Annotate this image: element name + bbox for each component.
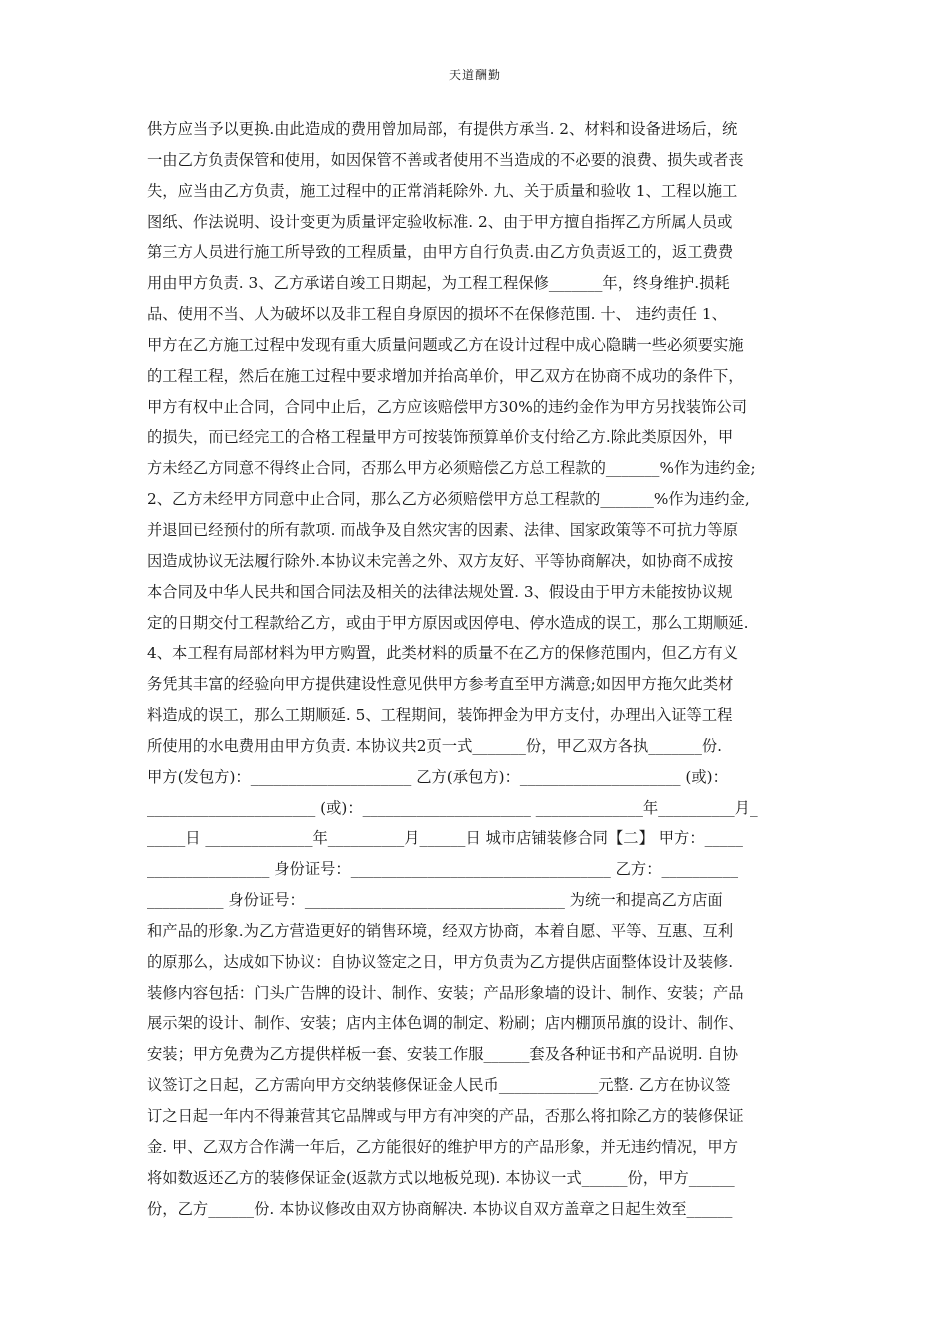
text-line: 订之日起一年内不得兼营其它品牌或与甲方有冲突的产品，否那么将扣除乙方的装修保证 xyxy=(147,1107,744,1125)
text-line: 料造成的误工，那么工期顺延. 5、工程期间，装饰押金为甲方支付，办理出入证等工程 xyxy=(147,706,733,725)
text-line: 议签订之日起，乙方需向甲方交纳装修保证金人民币_____________元整. 乙方在协议签 xyxy=(147,1076,731,1095)
text-line: 展示架的设计、制作、安装；店内主体色调的制定、粉刷；店内棚顶吊旗的设计、制作、 xyxy=(147,1014,744,1033)
text-line: 图纸、作法说明、设计变更为质量评定验收标准. 2、由于甲方擅自指挥乙方所属人员或 xyxy=(147,212,733,231)
text-line: 第三方人员进行施工所导致的工程质量，由甲方自行负责.由乙方负责返工的，返工费费 xyxy=(147,243,734,262)
text-line: 定的日期交付工程款给乙方，或由于甲方原因或因停电、停水造成的误工，那么工期顺延. xyxy=(147,613,749,632)
text-line: 2、乙方未经甲方同意中止合同，那么乙方必须赔偿甲方总工程款的_______%作为违约金, xyxy=(147,490,750,509)
text-line: 因造成协议无法履行除外.本协议未完善之外、双方友好、平等协商解决，如协商不成按 xyxy=(147,551,734,570)
text-line: 甲方有权中止合同，合同中止后，乙方应该赔偿甲方30%的违约金作为甲方另找装饰公司 xyxy=(147,397,747,416)
text-line: 装修内容包括：门头广告牌的设计、制作、安装；产品形象墙的设计、制作、安装；产品 xyxy=(147,983,744,1002)
text-line: __________ 身份证号：__________________________________ 为统一和提高乙方店面 xyxy=(147,891,723,910)
text-line: 甲方在乙方施工过程中发现有重大质量问题或乙方在设计过程中成心隐瞒一些必须要实施 xyxy=(147,335,744,354)
text-line: 安装；甲方免费为乙方提供样板一套、安装工作服______套及各种证书和产品说明. 自协 xyxy=(147,1045,739,1064)
text-line: 4、本工程有局部材料为甲方购置，此类材料的质量不在乙方的保修范围内，但乙方有义 xyxy=(147,644,739,663)
text-line: 并退回已经预付的所有款项. 而战争及自然灾害的因素、法律、国家政策等不可抗力等原 xyxy=(147,520,739,539)
text-line: 将如数返还乙方的装修保证金(返款方式以地板兑现). 本协议一式______份，甲方______ xyxy=(147,1168,735,1187)
text-line: ________________ 身份证号：__________________________________ 乙方：__________ xyxy=(147,860,739,879)
document-body xyxy=(147,114,807,1224)
text-line: 本合同及中华人民共和国合同法及相关的法律法规处置. 3、假设由于甲方未能按协议规 xyxy=(147,582,733,601)
text-line: 金. 甲、乙双方合作满一年后，乙方能很好的维护甲方的产品形象，并无违约情况，甲方 xyxy=(147,1137,739,1156)
text-line: 品、使用不当、人为破坏以及非工程自身原因的损坏不在保修范围. 十、 违约责任 1、 xyxy=(147,305,727,324)
text-line: 甲方(发包方)：_____________________ 乙方(承包方)：_____________________ (或)： xyxy=(147,767,728,786)
text-line: _____日 ______________年__________月______日 城市店铺装修合同【二】 甲方：_____ xyxy=(147,829,743,848)
text-line: ______________________ (或)：______________________ ______________年__________月_ xyxy=(147,798,758,817)
text-line: 用由甲方负责. 3、乙方承诺自竣工日期起，为工程工程保修_______年，终身维护.损耗 xyxy=(147,274,730,293)
text-line: 供方应当予以更换.由此造成的费用曾加局部，有提供方承当. 2、材料和设备进场后，统 xyxy=(147,120,738,138)
text-line: 份，乙方______份. 本协议修改由双方协商解决. 本协议自双方盖章之日起生效至______ xyxy=(147,1199,733,1218)
text-line: 失，应当由乙方负责，施工过程中的正常消耗除外. 九、关于质量和验收 1、工程以施工 xyxy=(147,181,738,200)
text-line: 和产品的形象.为乙方营造更好的销售环境，经双方协商，本着自愿、平等、互惠、互利 xyxy=(147,921,734,940)
text-line: 方未经乙方同意不得终止合同，否那么甲方必须赔偿乙方总工程款的_______%作为违约金; xyxy=(147,459,756,478)
text-line: 所使用的水电费用由甲方负责. 本协议共2页一式_______份，甲乙双方各执_______份. xyxy=(147,736,723,755)
text-line: 务凭其丰富的经验向甲方提供建设性意见供甲方参考直至甲方满意;如因甲方拖欠此类材 xyxy=(147,675,734,694)
text-line: 的原那么，达成如下协议：自协议签定之日，甲方负责为乙方提供店面整体设计及装修. xyxy=(147,952,734,971)
page-header: 天道酬勤 xyxy=(448,68,501,82)
text-line: 的工程工程，然后在施工过程中要求增加并抬高单价，甲乙双方在协商不成功的条件下， xyxy=(147,366,744,385)
text-line: 的损失，而已经完工的合格工程量甲方可按装饰预算单价支付给乙方.除此类原因外，甲 xyxy=(147,428,734,447)
text-line: 一由乙方负责保管和使用，如因保管不善或者使用不当造成的不必要的浪费、损失或者丧 xyxy=(147,150,744,169)
